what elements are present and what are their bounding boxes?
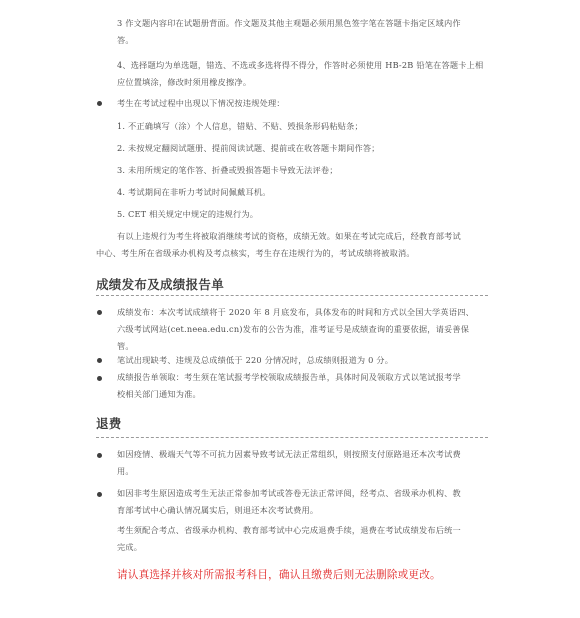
results-item-1 <box>117 304 474 355</box>
rule-item-3-line-1: 3 作文题内容印在试题册背面。作文题及其他主观题必须用黑色签字笔在答题卡指定区域内作 <box>117 18 461 28</box>
refund-item-1-line-1: 如因疫情、极端天气等不可抗力因素导致考试无法正常组织，则按照支付原路退还本次考试费 <box>117 449 461 459</box>
refund-note-line-2: 完成。 <box>117 542 143 552</box>
rule-item-3-line-2: 答。 <box>117 35 134 45</box>
refund-item-2-line-1: 如因非考生原因造成考生无法正常参加考试或答卷无法正常评阅，经考点、省级承办机构、教 <box>117 488 461 498</box>
bullet-dot <box>97 376 102 381</box>
results-item-2: 笔试出现缺考、违规及总成绩低于 220 分情况时，总成绩则报道为 0 分。 <box>117 355 394 365</box>
bullet-dot <box>97 358 102 363</box>
warning-text: 请认真选择并核对所需报考科目，确认且缴费后则无法删除或更改。 <box>117 569 441 581</box>
bullet-dot <box>97 492 102 497</box>
refund-item-1-line-2: 用。 <box>117 466 134 476</box>
refund-item-2 <box>117 485 461 519</box>
refund-heading: 退费 <box>96 416 122 431</box>
rule-item-4-line-2: 应位置填涂，修改时须用橡皮擦净。 <box>117 77 252 87</box>
results-item-1-line-3: 管。 <box>117 341 134 351</box>
results-item-3-line-1: 成绩报告单领取：考生须在笔试报考学校领取成绩报告单，具体时间及领取方式以笔试报考学 <box>117 372 461 382</box>
results-item-3 <box>117 369 461 403</box>
violation-item-5: 5. CET 相关规定中规定的违规行为。 <box>117 209 259 219</box>
results-item-1-line-1: 成绩发布：本次考试成绩将于 2020 年 8 月底发布，具体发布的时间和方式以全国大学英语四、 <box>117 307 474 317</box>
results-heading: 成绩发布及成绩报告单 <box>96 277 225 292</box>
bullet-dot <box>97 310 102 315</box>
cancel-line-2: 中心、考生所在省级承办机构及考点核实，考生存在违规行为的，考试成绩将被取消。 <box>96 248 415 258</box>
violation-item-3: 3. 未用所规定的笔作答、折叠或毁损答题卡导致无法评卷； <box>117 165 338 175</box>
violation-item-1: 1. 不正确填写（涂）个人信息，错贴、不贴、毁损条形码粘贴条； <box>117 121 363 131</box>
rule-item-4 <box>117 57 483 91</box>
section-divider <box>96 437 488 438</box>
violation-item-2: 2. 未按规定翻阅试题册、提前阅读试题、提前或在收答题卡期间作答； <box>117 143 380 153</box>
cancel-line-1: 有以上违规行为考生将被取消继续考试的资格，成绩无效。如果在考试完成后，经教育部考试 <box>117 231 461 241</box>
section-divider <box>96 295 488 296</box>
rule-item-3 <box>117 15 461 49</box>
rule-item-4-line-1: 4、选择题均为单选题，错选、不选或多选将得不得分，作答时必须使用 HB-2B 铅笔在答题卡上相 <box>117 60 484 70</box>
violation-item-4: 4. 考试期间在非听力考试时间佩戴耳机。 <box>117 187 271 197</box>
refund-note-line-1: 考生须配合考点、省级承办机构、教育部考试中心完成退费手续，退费在考试成绩发布后统一 <box>117 525 461 535</box>
refund-item-1 <box>117 446 461 480</box>
bullet-dot <box>97 453 102 458</box>
bullet-dot <box>97 101 102 106</box>
cancel-paragraph <box>96 228 461 262</box>
results-item-1-line-2: 六级考试网站(cet.neea.edu.cn)发布的公告为准，准考证号是成绩查询的重要依据，请妥善保 <box>117 324 470 334</box>
violation-intro: 考生在考试过程中出现以下情况按违规处理： <box>117 98 285 108</box>
refund-note <box>117 522 461 556</box>
results-item-3-line-2: 校相关部门通知为准。 <box>117 389 201 399</box>
refund-item-2-line-2: 育部考试中心确认情况属实后，则退还本次考试费用。 <box>117 505 319 515</box>
